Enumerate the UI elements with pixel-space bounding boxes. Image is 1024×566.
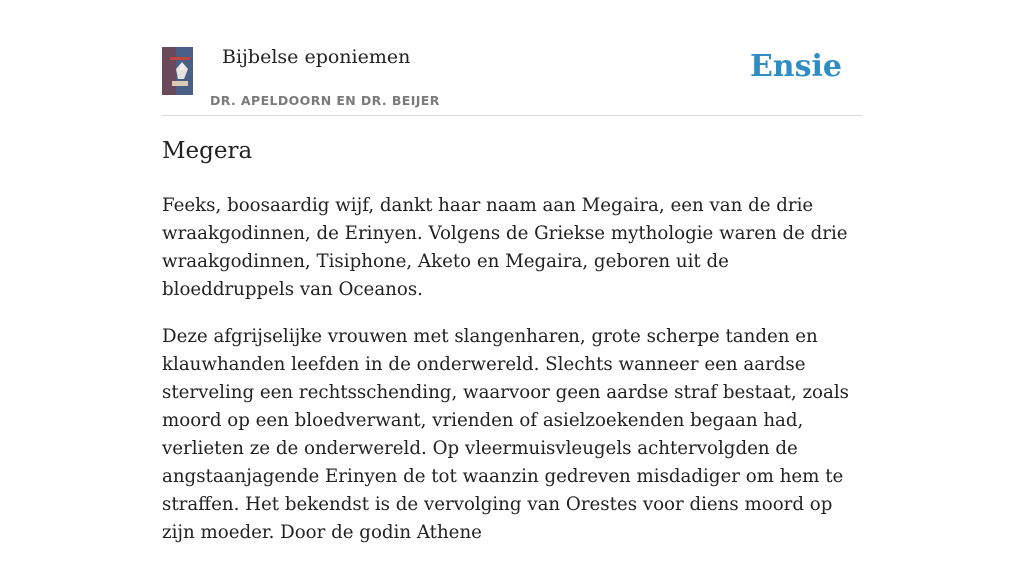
entry-paragraph: Deze afgrijselijke vrouwen met slangenharen, grote scherpe tanden en klauwhanden leefden in de onderwereld. Slechts wanneer een aardse sterveling een rechtsschending, waarvoor geen aardse straf bestaat, zoals moord op een bloedverwant, vrienden of asielzoekenden begaan had, verlieten ze de onderwereld. Op vleermuisvleugels achtervolgden de angstaanjagende Erinyen de tot waanzin gedreven misdadiger om hem te straffen. Het bekendst is de vervolging van Orestes voor diens moord op zijn moeder. Door de godin Athene bbox=[162, 326, 850, 543]
ensie-logo-link[interactable]: Ensie bbox=[749, 49, 842, 84]
book-cover-icon[interactable] bbox=[162, 47, 210, 95]
entry-paragraph: Feeks, boosaardig wijf, dankt haar naam aan Megaira, een van de drie wraakgodinnen, de Erinyen. Volgens de Griekse mythologie waren de drie wraakgodinnen, Tisiphone, Aketo en Megaira, geboren uit de bloeddruppels van Oceanos. bbox=[162, 195, 848, 300]
entry-body bbox=[162, 192, 862, 566]
site-header bbox=[162, 44, 862, 116]
book-title[interactable]: Bijbelse eponiemen bbox=[222, 46, 411, 68]
book-authors: DR. APELDOORN EN DR. BEIJER bbox=[210, 93, 440, 108]
entry-title: Megera bbox=[162, 138, 253, 164]
